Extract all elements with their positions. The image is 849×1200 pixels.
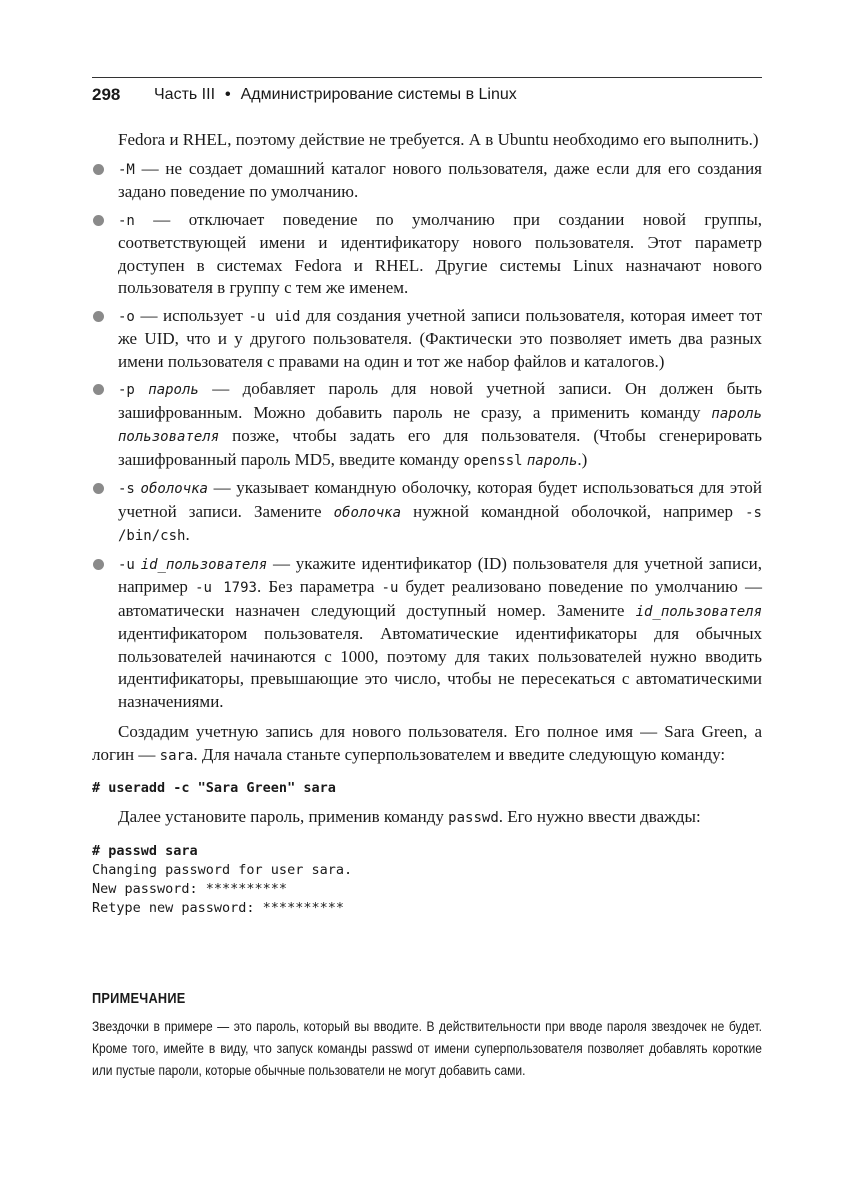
bullet-icon	[93, 215, 104, 226]
code-output-line: New password: **********	[92, 880, 288, 897]
option-description: — использует	[134, 305, 249, 325]
inline-code: -u 1793	[195, 580, 257, 596]
option-item-u	[92, 553, 762, 714]
inline-code: sara	[159, 747, 194, 764]
inline-code: passwd	[448, 810, 499, 826]
code-block-passwd	[92, 842, 762, 918]
option-item-n	[92, 209, 762, 300]
note-title: ПРИМЕЧАНИЕ	[92, 990, 186, 1007]
code-output-line: Changing password for user sara.	[92, 861, 353, 878]
option-flag: -n	[118, 212, 135, 229]
header-separator: •	[225, 86, 231, 103]
inline-code: -u	[381, 580, 399, 596]
option-flag: -s	[118, 481, 135, 497]
inline-code: пароль	[526, 452, 578, 469]
main-text	[92, 129, 762, 918]
option-description: .	[185, 525, 190, 544]
option-description: идентификатором пользователя. Автоматические идентификаторы для обычных пользователей начинаются с 1000, поэтому для таких пользователей нужно вводить идентификаторы, превышающие это число, чтобы не пересекаться с автоматическими назначениями.	[118, 624, 762, 711]
code-output-line: Retype new password: **********	[92, 899, 344, 916]
inline-code: id_пользователя	[635, 603, 762, 620]
inline-code: -u uid	[248, 308, 301, 325]
part-label: Часть III	[154, 86, 216, 103]
paragraph-text: Далее установите пароль, применив команду	[118, 807, 449, 826]
running-header	[92, 80, 762, 110]
option-description: — отключает поведение по умолчанию при создании новой группы, соответствующей имени и идентификатору нового пользователя. Этот параметр доступен в системах Fedora и RHEL. Другие системы Linux назначают нового пользователя в группу с тем же именем.	[118, 209, 762, 297]
option-item-o	[92, 305, 762, 374]
paragraph-text: . Для начала станьте суперпользователем и введите следующую команду:	[193, 744, 726, 764]
option-description: . Без параметра	[256, 577, 382, 596]
option-description: для создания учетной записи пользователя, которая имеет тот же UID, что и у другого пользователя. (Фактически это позволяет иметь два разных имени пользователя с правами на один и тот же набор файлов и каталогов.)	[118, 305, 762, 371]
option-description: нужной командной оболочкой, например	[401, 501, 746, 521]
option-description: позже, чтобы задать его для пользователя. (Чтобы сгенерировать зашифрованный пароль MD5, введите команду	[118, 426, 762, 469]
option-flag: -p	[118, 382, 135, 398]
paragraph-text: . Его нужно ввести дважды:	[498, 807, 701, 826]
chapter-title: Администрирование системы в Linux	[240, 86, 517, 103]
option-flag: -u	[118, 556, 135, 573]
page-number: 298	[92, 85, 121, 104]
option-description: будет реализовано поведение по умолчанию — автоматически назначен следующий доступный номер. Замените	[118, 577, 762, 620]
header-rule	[92, 77, 762, 78]
option-flag: -o	[118, 308, 135, 325]
option-description: — указывает командную оболочку, которая будет использоваться для этой учетной записи. Замените	[118, 478, 763, 521]
code-command: # useradd -c "Sara Green" sara	[92, 780, 336, 796]
paragraph-create-user	[92, 721, 762, 767]
inline-code: пароль пользователя	[118, 405, 762, 445]
continuation-paragraph: Fedora и RHEL, поэтому действие не требуется. А в Ubuntu необходимо его выполнить.)	[118, 130, 759, 149]
option-item-p	[92, 378, 762, 472]
bullet-icon	[93, 559, 104, 570]
paragraph-set-password	[92, 806, 762, 830]
option-argument: id_пользователя	[140, 556, 268, 573]
code-command: # passwd sara	[92, 842, 198, 859]
option-flag: -M	[118, 161, 135, 178]
option-description: — не создает домашний каталог нового пользователя, даже если для его создания задано поведение по умолчанию.	[118, 158, 762, 201]
inline-code: -s /bin/csh	[118, 504, 762, 544]
option-list	[92, 158, 762, 714]
bullet-icon	[93, 384, 104, 395]
code-block-useradd	[92, 779, 762, 798]
option-item-s	[92, 477, 762, 548]
option-item-M	[92, 158, 762, 204]
option-description: — добавляет пароль для новой учетной записи. Он должен быть зашифрованным. Можно добавить пароль не сразу, а применить команду	[118, 379, 763, 422]
bullet-icon	[93, 311, 104, 322]
option-description: .)	[577, 449, 588, 469]
note-text: Звездочки в примере — это пароль, который вы вводите. В действительности при вводе пароля звездочек не будет. Кроме того, имейте в виду, что запуск команды passwd от имени суперпользователя позволяет добавлять короткие или пустые пароли, которые обычные пользователи не могут добавить сами.	[92, 1018, 762, 1078]
option-argument: пароль	[148, 382, 199, 398]
bullet-icon	[93, 483, 104, 494]
bullet-icon	[93, 164, 104, 175]
option-argument: оболочка	[140, 481, 208, 497]
option-description: — укажите идентификатор (ID) пользователя для учетной записи, например	[118, 553, 762, 596]
paragraph-text: Создадим учетную запись для нового пользователя. Его полное имя — Sara Green, а логин —	[92, 722, 762, 764]
inline-code: оболочка	[333, 504, 402, 521]
inline-code: openssl	[463, 452, 523, 469]
note-box	[92, 990, 762, 1081]
